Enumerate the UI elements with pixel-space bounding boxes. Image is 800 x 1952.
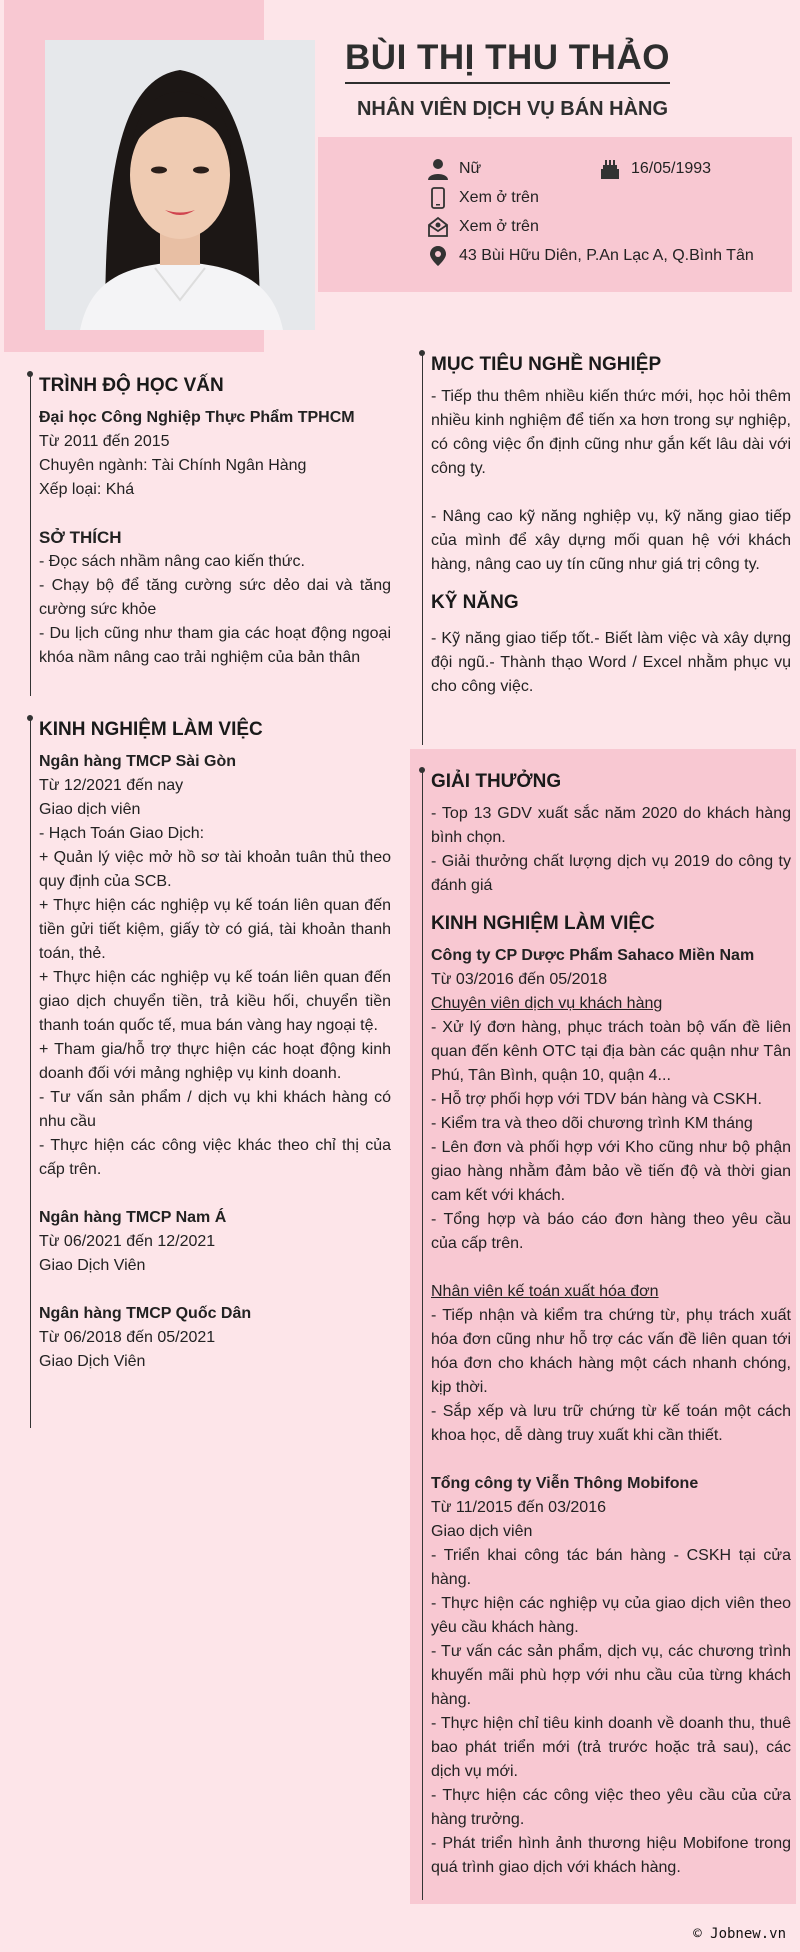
career-objective-title: MỤC TIÊU NGHỀ NGHIỆP bbox=[431, 354, 662, 375]
job-duty: + Quản lý việc mở hồ sơ tài khoản tuân thủ theo quy định của SCB. bbox=[39, 849, 391, 890]
profile-photo bbox=[45, 40, 315, 330]
education-major: Chuyên ngành: Tài Chính Ngân Hàng bbox=[39, 457, 307, 474]
job-duty: - Kiểm tra và theo dõi chương trình KM tháng bbox=[431, 1115, 753, 1132]
job-period: Từ 06/2018 đến 05/2021 bbox=[39, 1329, 216, 1346]
job-period: Từ 06/2021 đến 12/2021 bbox=[39, 1233, 216, 1250]
skills-title: KỸ NĂNG bbox=[431, 592, 519, 613]
job-duty: - Tổng hợp và báo cáo đơn hàng theo yêu cầu của cấp trên. bbox=[431, 1211, 791, 1252]
job-duty: - Thực hiện các nghiệp vụ của giao dịch viên theo yêu cầu khách hàng. bbox=[431, 1595, 791, 1636]
hobbies-title: SỞ THÍCH bbox=[39, 528, 122, 547]
education-period: Từ 2011 đến 2015 bbox=[39, 433, 170, 450]
job-duty: - Tiếp nhận và kiểm tra chứng từ, phụ trách xuất hóa đơn cũng như hỗ trợ các vấn đề liên quan tới hóa đơn cho khách hàng một cách nhanh chóng, kịp thời. bbox=[431, 1307, 791, 1396]
job-duty: - Thực hiện chỉ tiêu kinh doanh về doanh thu, thuê bao phát triển mới (trả trước hoặc trả sau), các dịch vụ mới. bbox=[431, 1715, 791, 1780]
awards-title: GIẢI THƯỞNG bbox=[431, 771, 562, 792]
job-duty: - Thực hiện các công việc khác theo chỉ thị của cấp trên. bbox=[39, 1137, 391, 1178]
phone-icon bbox=[425, 186, 451, 210]
user-icon bbox=[425, 157, 451, 181]
award-item: - Giải thưởng chất lượng dịch vụ 2019 do công ty đánh giá bbox=[431, 853, 791, 894]
education-section bbox=[30, 374, 393, 696]
award-item: - Top 13 GDV xuất sắc năm 2020 do khách hàng bình chọn. bbox=[431, 805, 791, 846]
job-duty: - Triển khai công tác bán hàng - CSKH tại cửa hàng. bbox=[431, 1547, 791, 1588]
job-role: Nhân viên kế toán xuất hóa đơn bbox=[431, 1283, 659, 1300]
job-duty: + Thực hiện các nghiệp vụ kế toán liên quan đến tiền gửi tiết kiệm, giấy tờ có giá, tài khoản thanh toán, thẻ. bbox=[39, 897, 391, 962]
job-duty: - Tư vấn sản phẩm / dịch vụ khi khách hàng có nhu cầu bbox=[39, 1089, 391, 1130]
job-title: NHÂN VIÊN DỊCH VỤ BÁN HÀNG bbox=[356, 98, 669, 120]
job-company: Tổng công ty Viễn Thông Mobifone bbox=[431, 1475, 699, 1492]
email-icon bbox=[425, 215, 451, 239]
skills-text: - Kỹ năng giao tiếp tốt.- Biết làm việc và xây dựng đội ngũ.- Thành thạo Word / Excel nhằm phục vụ cho công việc. bbox=[431, 630, 791, 695]
contact-panel bbox=[318, 137, 792, 292]
birthday-value: 16/05/1993 bbox=[631, 160, 712, 177]
candidate-name: BÙI THỊ THU THẢO bbox=[345, 38, 670, 84]
job-period: Từ 03/2016 đến 05/2018 bbox=[431, 971, 608, 988]
job-duty: - Xử lý đơn hàng, phục trách toàn bộ vấn đề liên quan đến kênh OTC tại địa bàn các quận như Tân Phú, Tân Bình, quận 10, quận 4... bbox=[431, 1019, 791, 1084]
job-role: Chuyên viên dịch vụ khách hàng bbox=[431, 995, 663, 1012]
cake-icon bbox=[597, 157, 623, 181]
job-duty: - Hạch Toán Giao Dịch: bbox=[39, 825, 205, 842]
phone-row bbox=[425, 186, 539, 210]
hobby-item: - Chạy bộ để tăng cường sức dẻo dai và tăng cường sức khỏe bbox=[39, 577, 391, 618]
job-duty: - Thực hiện các công việc theo yêu cầu của cửa hàng trưởng. bbox=[431, 1787, 791, 1828]
job-duty: + Tham gia/hỗ trợ thực hiện các hoạt động kinh doanh đối với mảng nghiệp vụ kinh doanh. bbox=[39, 1041, 391, 1082]
career-objective-section bbox=[422, 353, 793, 745]
job-period: Từ 11/2015 đến 03/2016 bbox=[431, 1499, 606, 1516]
education-school: Đại học Công Nghiệp Thực Phẩm TPHCM bbox=[39, 409, 355, 426]
awards-experience-section bbox=[422, 770, 793, 1900]
address-value: 43 Bùi Hữu Diên, P.An Lạc A, Q.Bình Tân bbox=[459, 247, 754, 264]
job-company: Ngân hàng TMCP Nam Á bbox=[39, 1209, 227, 1226]
job-role: Giao dịch viên bbox=[431, 1523, 533, 1540]
job-period: Từ 12/2021 đến nay bbox=[39, 777, 184, 794]
job-duty: - Tư vấn các sản phẩm, dịch vụ, các chương trình khuyến mãi phù hợp với nhu cầu của từng khách hàng. bbox=[431, 1643, 791, 1708]
job-duty: - Sắp xếp và lưu trữ chứng từ kế toán một cách khoa học, dễ dàng truy xuất khi cần thiết. bbox=[431, 1403, 791, 1444]
birthday-row bbox=[597, 157, 711, 181]
work-experience-title: KINH NGHIỆM LÀM VIỆC bbox=[39, 719, 263, 740]
job-company: Ngân hàng TMCP Sài Gòn bbox=[39, 753, 237, 770]
footer-credit[interactable]: © Jobnew.vn bbox=[693, 1926, 786, 1942]
gender-row bbox=[425, 157, 481, 181]
job-role: Giao Dịch Viên bbox=[39, 1353, 146, 1370]
education-title: TRÌNH ĐỘ HỌC VẤN bbox=[39, 375, 224, 396]
location-icon bbox=[425, 244, 451, 268]
education-rank: Xếp loại: Khá bbox=[39, 481, 135, 498]
objective-paragraph: - Nâng cao kỹ năng nghiệp vụ, kỹ năng giao tiếp của mình để xây dựng mối quan hệ với khách hàng, nâng cao uy tín cũng như giá trị công ty. bbox=[431, 508, 791, 573]
hobby-item: - Đọc sách nhầm nâng cao kiến thức. bbox=[39, 553, 305, 570]
work-experience-section bbox=[30, 718, 393, 1428]
hobby-item: - Du lịch cũng như tham gia các hoạt động ngoại khóa nầm nâng cao trải nghiệm của bản thân bbox=[39, 625, 391, 666]
address-row bbox=[425, 244, 754, 268]
objective-paragraph: - Tiếp thu thêm nhiều kiến thức mới, học hỏi thêm nhiều kinh nghiệm để tiến xa hơn trong sự nghiệp, có công việc ổn định cũng như gắn kết lâu dài với công ty. bbox=[431, 388, 791, 477]
job-role: Giao dịch viên bbox=[39, 801, 141, 818]
job-duty: + Thực hiện các nghiệp vụ kế toán liên quan đến giao dịch chuyển tiền, trả kiều hối, chuyển tiền thanh toán quốc tế, mua bán vàng hay ngoại tệ. bbox=[39, 969, 391, 1034]
phone-value: Xem ở trên bbox=[459, 189, 539, 206]
job-company: Ngân hàng TMCP Quốc Dân bbox=[39, 1305, 252, 1322]
gender-value: Nữ bbox=[459, 160, 482, 177]
job-duty: - Phát triển hình ảnh thương hiệu Mobifone trong quá trình giao dịch với khách hàng. bbox=[431, 1835, 791, 1876]
job-role: Giao Dịch Viên bbox=[39, 1257, 146, 1274]
email-value: Xem ở trên bbox=[459, 218, 539, 235]
right-experience-title: KINH NGHIỆM LÀM VIỆC bbox=[431, 913, 655, 934]
job-duty: - Hỗ trợ phối hợp với TDV bán hàng và CSKH. bbox=[431, 1091, 762, 1108]
job-company: Công ty CP Dược Phẩm Sahaco Miền Nam bbox=[431, 947, 755, 964]
job-duty: - Lên đơn và phối hợp với Kho cũng như bộ phận giao hàng nhằm đảm bảo về tiến độ và thời gian cam kết với khách. bbox=[431, 1139, 791, 1204]
email-row bbox=[425, 215, 539, 239]
